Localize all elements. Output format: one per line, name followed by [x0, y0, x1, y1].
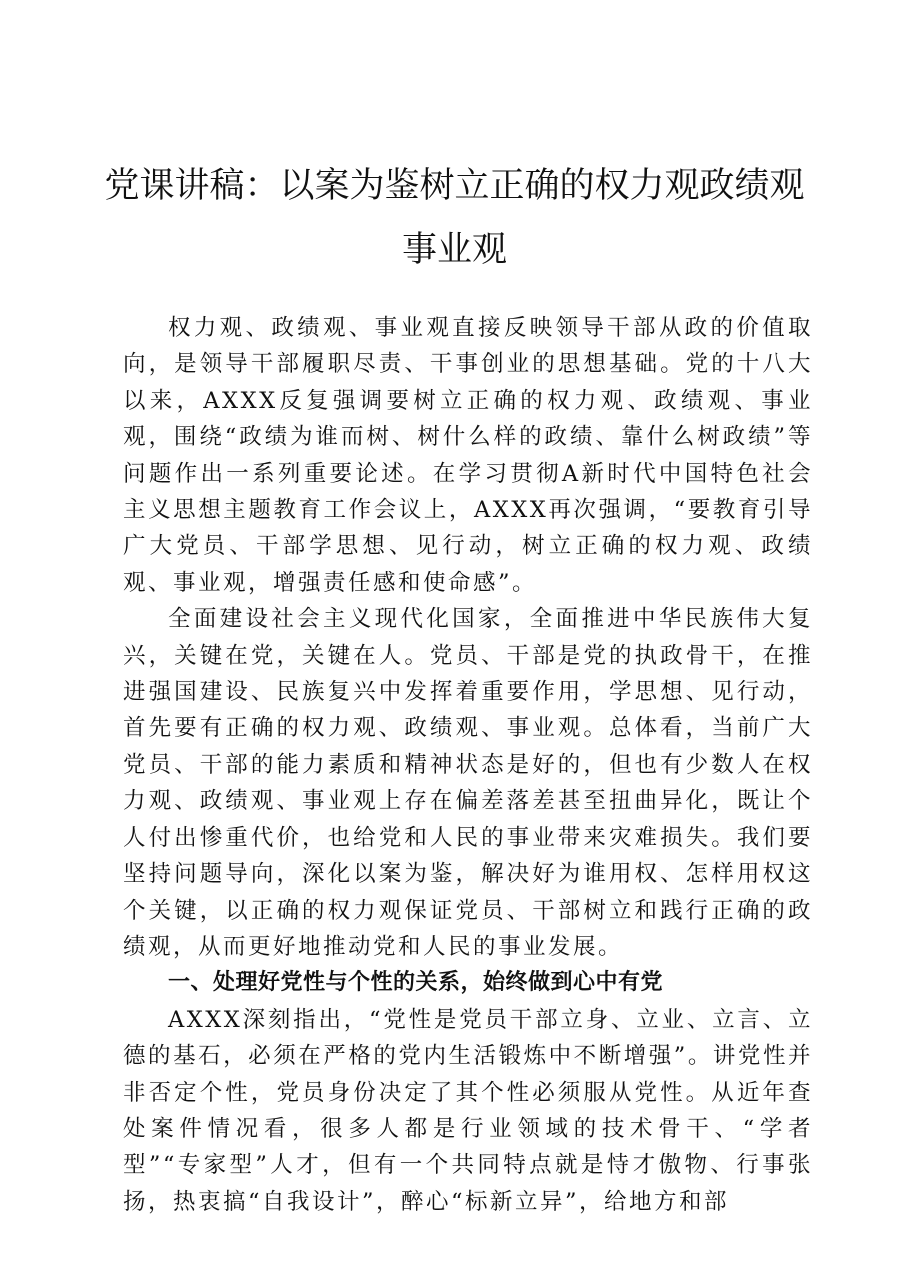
- paragraph-2: 全面建设社会主义现代化国家，全面推进中华民族伟大复兴，关键在党，关键在人。党员、干部是党的执政骨干，在推进强国建设、民族复兴中发挥着重要作用，学思想、见行动，首先要有正确的权力观、政绩观、事业观。总体看，当前广大党员、干部的能力素质和精神状态是好的，但也有少数人在权力观、政绩观、事业观上存在偏差落差甚至扭曲异化，既让个人付出惨重代价，也给党和人民的事业带来灾难损失。我们要坚持问题导向，深化以案为鉴，解决好为谁用权、怎样用权这个关键，以正确的权力观保证党员、干部树立和践行正确的政绩观，从而更好地推动党和人民的事业发展。: [123, 606, 813, 960]
- section-heading-1: 一、处理好党性与个性的关系，始终做到心中有党: [168, 970, 664, 996]
- document-title-line-2: 事业观: [401, 230, 507, 270]
- document-title-line-1: 党课讲稿：以案为鉴树立正确的权力观政绩观: [104, 166, 805, 206]
- document-body: [123, 310, 813, 1220]
- paragraph-3: AXXX深刻指出，“党性是党员干部立身、立业、立言、立德的基石，必须在严格的党内生活锻炼中不断增强”。讲党性并非否定个性，党员身份决定了其个性必须服从党性。从近年查处案件情况看，很多人都是行业领域的技术骨干、“学者型”“专家型”人才，但有一个共同特点就是恃才傲物、行事张扬，热衷搞“自我设计”，醉心“标新立异”，给地方和部: [123, 1006, 813, 1215]
- paragraph-1: 权力观、政绩观、事业观直接反映领导干部从政的价值取向，是领导干部履职尽责、干事创业的思想基础。党的十八大以来，AXXX反复强调要树立正确的权力观、政绩观、事业观，围绕“政绩为谁而树、树什么样的政绩、靠什么树政绩”等问题作出一系列重要论述。在学习贯彻A新时代中国特色社会主义思想主题教育工作会议上，AXXX再次强调，“要教育引导广大党员、干部学思想、见行动，树立正确的权力观、政绩观、事业观，增强责任感和使命感”。: [123, 315, 813, 596]
